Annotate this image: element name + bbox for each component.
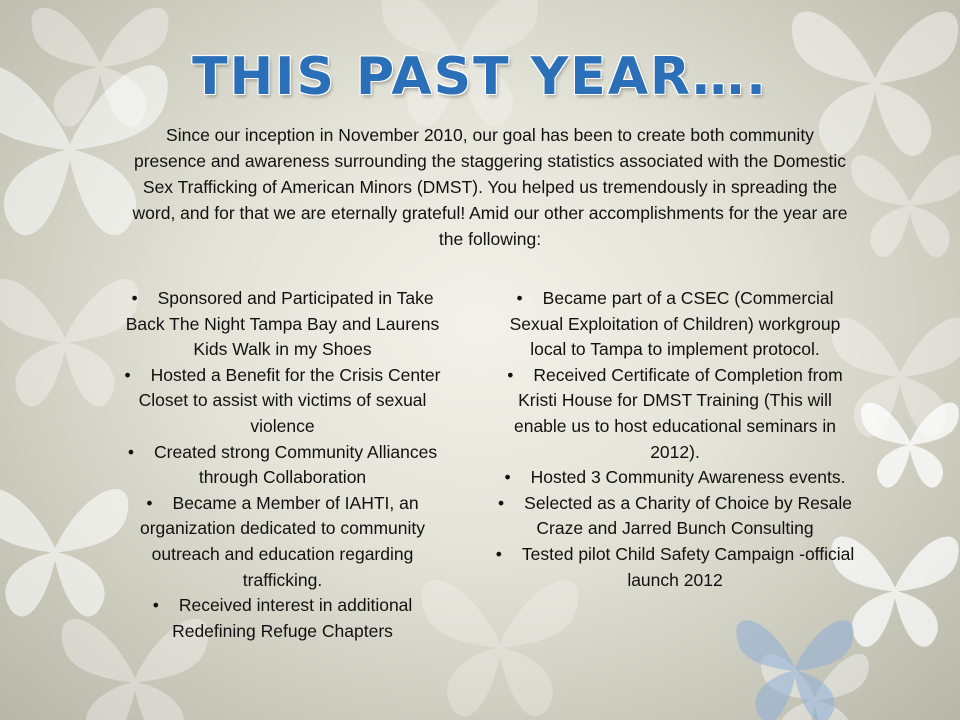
list-item: • Sponsored and Participated in Take Back The Night Tampa Bay and Laurens Kids Walk in my Shoes — [110, 286, 455, 363]
list-item: • Became a Member of IAHTI, an organization dedicated to community outreach and education regarding trafficking. — [110, 491, 455, 593]
butterfly-icon — [860, 390, 960, 490]
list-item: • Tested pilot Child Safety Campaign -official launch 2012 — [490, 542, 860, 593]
accomplishments-list-right — [490, 286, 860, 593]
butterfly-icon — [735, 605, 855, 720]
list-item: • Hosted a Benefit for the Crisis Center Closet to assist with victims of sexual violence — [110, 363, 455, 440]
list-item: • Received Certificate of Completion from Kristi House for DMST Training (This will enable us to host educational seminars in 2012). — [490, 363, 860, 465]
list-item: • Received interest in additional Redefining Refuge Chapters — [110, 593, 455, 644]
butterfly-icon — [850, 140, 960, 260]
slide-title: THIS PAST YEAR…. — [192, 47, 768, 107]
list-item: • Created strong Community Alliances through Collaboration — [110, 440, 455, 491]
intro-paragraph: Since our inception in November 2010, our goal has been to create both community presence and awareness surrounding the staggering statistics associated with the Domestic Sex Trafficking of American Minors (DMST). You helped us tremendously in spreading the word, and for that we are eternally grateful! Amid our other accomplishments for the year are the following: — [132, 125, 848, 249]
list-item: • Became part of a CSEC (Commercial Sexual Exploitation of Children) workgroup local to Tampa to implement protocol. — [490, 286, 860, 363]
list-item: • Selected as a Charity of Choice by Resale Craze and Jarred Bunch Consulting — [490, 491, 860, 542]
list-item: • Hosted 3 Community Awareness events. — [490, 465, 860, 491]
accomplishments-list-left — [110, 286, 455, 644]
